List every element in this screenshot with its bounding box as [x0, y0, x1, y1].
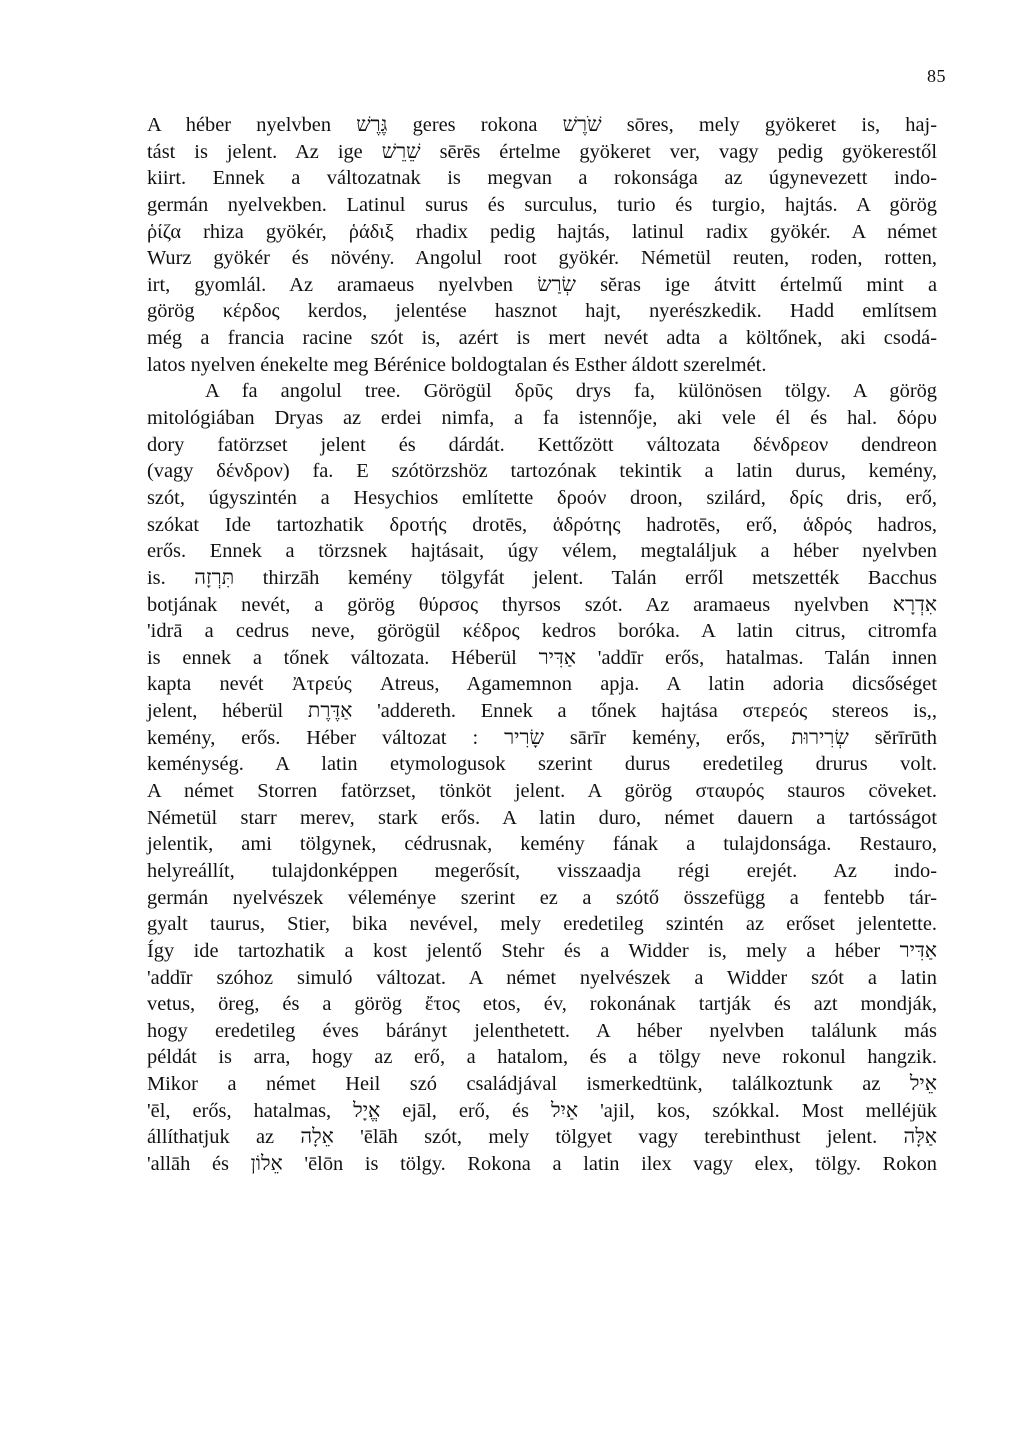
text-line: görög κέρδος kerdos, jelentése hasznot hajt, nyerészkedik. Hadd említsem	[147, 300, 937, 323]
text-line: Wurz gyökér és növény. Angolul root gyökér. Németül reuten, roden, rotten,	[147, 247, 937, 270]
text-line: jelentik, ami tölgynek, cédrusnak, kemény fának a tulajdonsága. Restauro,	[147, 833, 937, 856]
text-line: tást is jelent. Az ige שֵׁרֵשׁ sērēs értelme gyökeret ver, vagy pedig gyökerestől	[147, 140, 937, 163]
text-line: 'addīr szóhoz simuló változat. A német nyelvészek a Widder szót a latin	[147, 966, 937, 989]
text-line: 'ēl, erős, hatalmas, אֱיָל ejāl, erő, és אַיִל 'ajil, kos, szókkal. Most melléjük	[147, 1099, 938, 1122]
document-body	[147, 112, 937, 1178]
text-line: keménység. A latin etymologusok szerint durus eredetileg drurus volt.	[147, 753, 937, 776]
text-line: Mikor a német Heil szó családjával ismerkedtünk, találkoztunk az אֵיל	[147, 1073, 937, 1096]
text-line: 'allāh és אֵלוֹן 'ēlōn is tölgy. Rokona a latin ilex vagy elex, tölgy. Rokon	[147, 1152, 937, 1175]
text-line: kemény, erős. Héber változat : שָׂרִיר sārīr kemény, erős, שְׂרִירוּת sĕrīrūth	[147, 726, 937, 749]
text-line: kiirt. Ennek a változatnak is megvan a rokonsága az úgynevezett indo-	[147, 167, 937, 190]
text-line: A héber nyelvben גֶּרֶשׁ geres rokona שֹׁרֶשׁ sōres, mely gyökeret is, haj-	[147, 114, 937, 136]
text-line: mitológiában Dryas az erdei nimfa, a fa istennője, aki vele él és hal. δόρυ	[147, 407, 937, 430]
text-line: szókat Ide tartozhatik δροτής drotēs, ἁδρότης hadrotēs, erő, ἁδρός hadros,	[147, 513, 937, 536]
text-line: Így ide tartozhatik a kost jelentő Stehr és a Widder is, mely a héber אַדִּיר	[147, 939, 937, 962]
page-number: 85	[927, 66, 946, 86]
text-line: is. תִּרְזָה thirzāh kemény tölgyfát jelent. Talán erről metszették Bacchus	[147, 566, 937, 589]
text-line: dory fatörzset jelent és dárdát. Kettőzött változata δένδρεον dendreon	[147, 433, 937, 456]
text-line: kapta nevét Ἀτρεύς Atreus, Agamemnon apja. A latin adoria dicsőséget	[147, 673, 937, 696]
text-line: hogy eredetileg éves bárányt jelenthetett. A héber nyelvben találunk más	[147, 1019, 937, 1042]
text-line: ῥίζα rhiza gyökér, ῥάδιξ rhadix pedig hajtás, latinul radix gyökér. A német	[147, 220, 937, 243]
text-line: (vagy δένδρον) fa. E szótörzshöz tartozónak tekintik a latin durus, kemény,	[147, 460, 937, 483]
text-line: szót, úgyszintén a Hesychios említette δροόν droon, szilárd, δρίς dris, erő,	[147, 486, 937, 509]
text-line: A fa angolul tree. Görögül δρῦς drys fa, különösen tölgy. A görög	[205, 380, 937, 403]
text-line: gyalt taurus, Stier, bika nevével, mely eredetileg szintén az erőset jelentette.	[147, 913, 937, 936]
text-line: botjának nevét, a görög θύρσος thyrsos szót. Az aramaeus nyelvben אִדְרָא	[147, 593, 937, 616]
text-line: 'idrā a cedrus neve, görögül κέδρος kedros boróka. A latin citrus, citromfa	[147, 620, 937, 643]
text-line: is ennek a tőnek változata. Héberül אַדִּיר 'addīr erős, hatalmas. Talán innen	[147, 646, 937, 669]
text-line: Németül starr merev, stark erős. A latin duro, német dauern a tartósságot	[147, 806, 937, 829]
text-line: még a francia racine szót is, azért is mert nevét adta a költőnek, aki csodá-	[147, 327, 937, 350]
text-line: latos nyelven énekelte meg Bérénice boldogtalan és Esther áldott szerelmét.	[147, 353, 767, 376]
text-line: jelent, héberül אַדֶּרֶת 'addereth. Ennek a tőnek hajtása στερεός stereos is,,	[147, 700, 937, 723]
text-line: germán nyelvekben. Latinul surus és surculus, turio és turgio, hajtás. A görög	[147, 193, 937, 216]
text-line: A német Storren fatörzset, tönköt jelent. A görög σταυρός stauros cöveket.	[147, 780, 937, 803]
text-line: erős. Ennek a törzsnek hajtásait, úgy vélem, megtaláljuk a héber nyelvben	[147, 540, 937, 563]
text-line: irt, gyomlál. Az aramaeus nyelvben שְׂרַשׂ sĕras ige átvitt értelmű mint a	[147, 273, 937, 296]
text-line: helyreállít, tulajdonképpen megerősít, visszaadja régi erejét. Az indo-	[147, 859, 937, 882]
text-line: vetus, öreg, és a görög ἔτος etos, év, rokonának tartják és azt mondják,	[147, 993, 937, 1016]
text-line: állíthatjuk az אֵלָה 'ēlāh szót, mely tölgyet vagy terebinthust jelent. אַלָּה	[147, 1126, 937, 1149]
text-line: példát is arra, hogy az erő, a hatalom, és a tölgy neve rokonul hangzik.	[147, 1046, 937, 1069]
text-line: germán nyelvészek véleménye szerint ez a szótő összefügg a fentebb tár-	[147, 886, 937, 909]
